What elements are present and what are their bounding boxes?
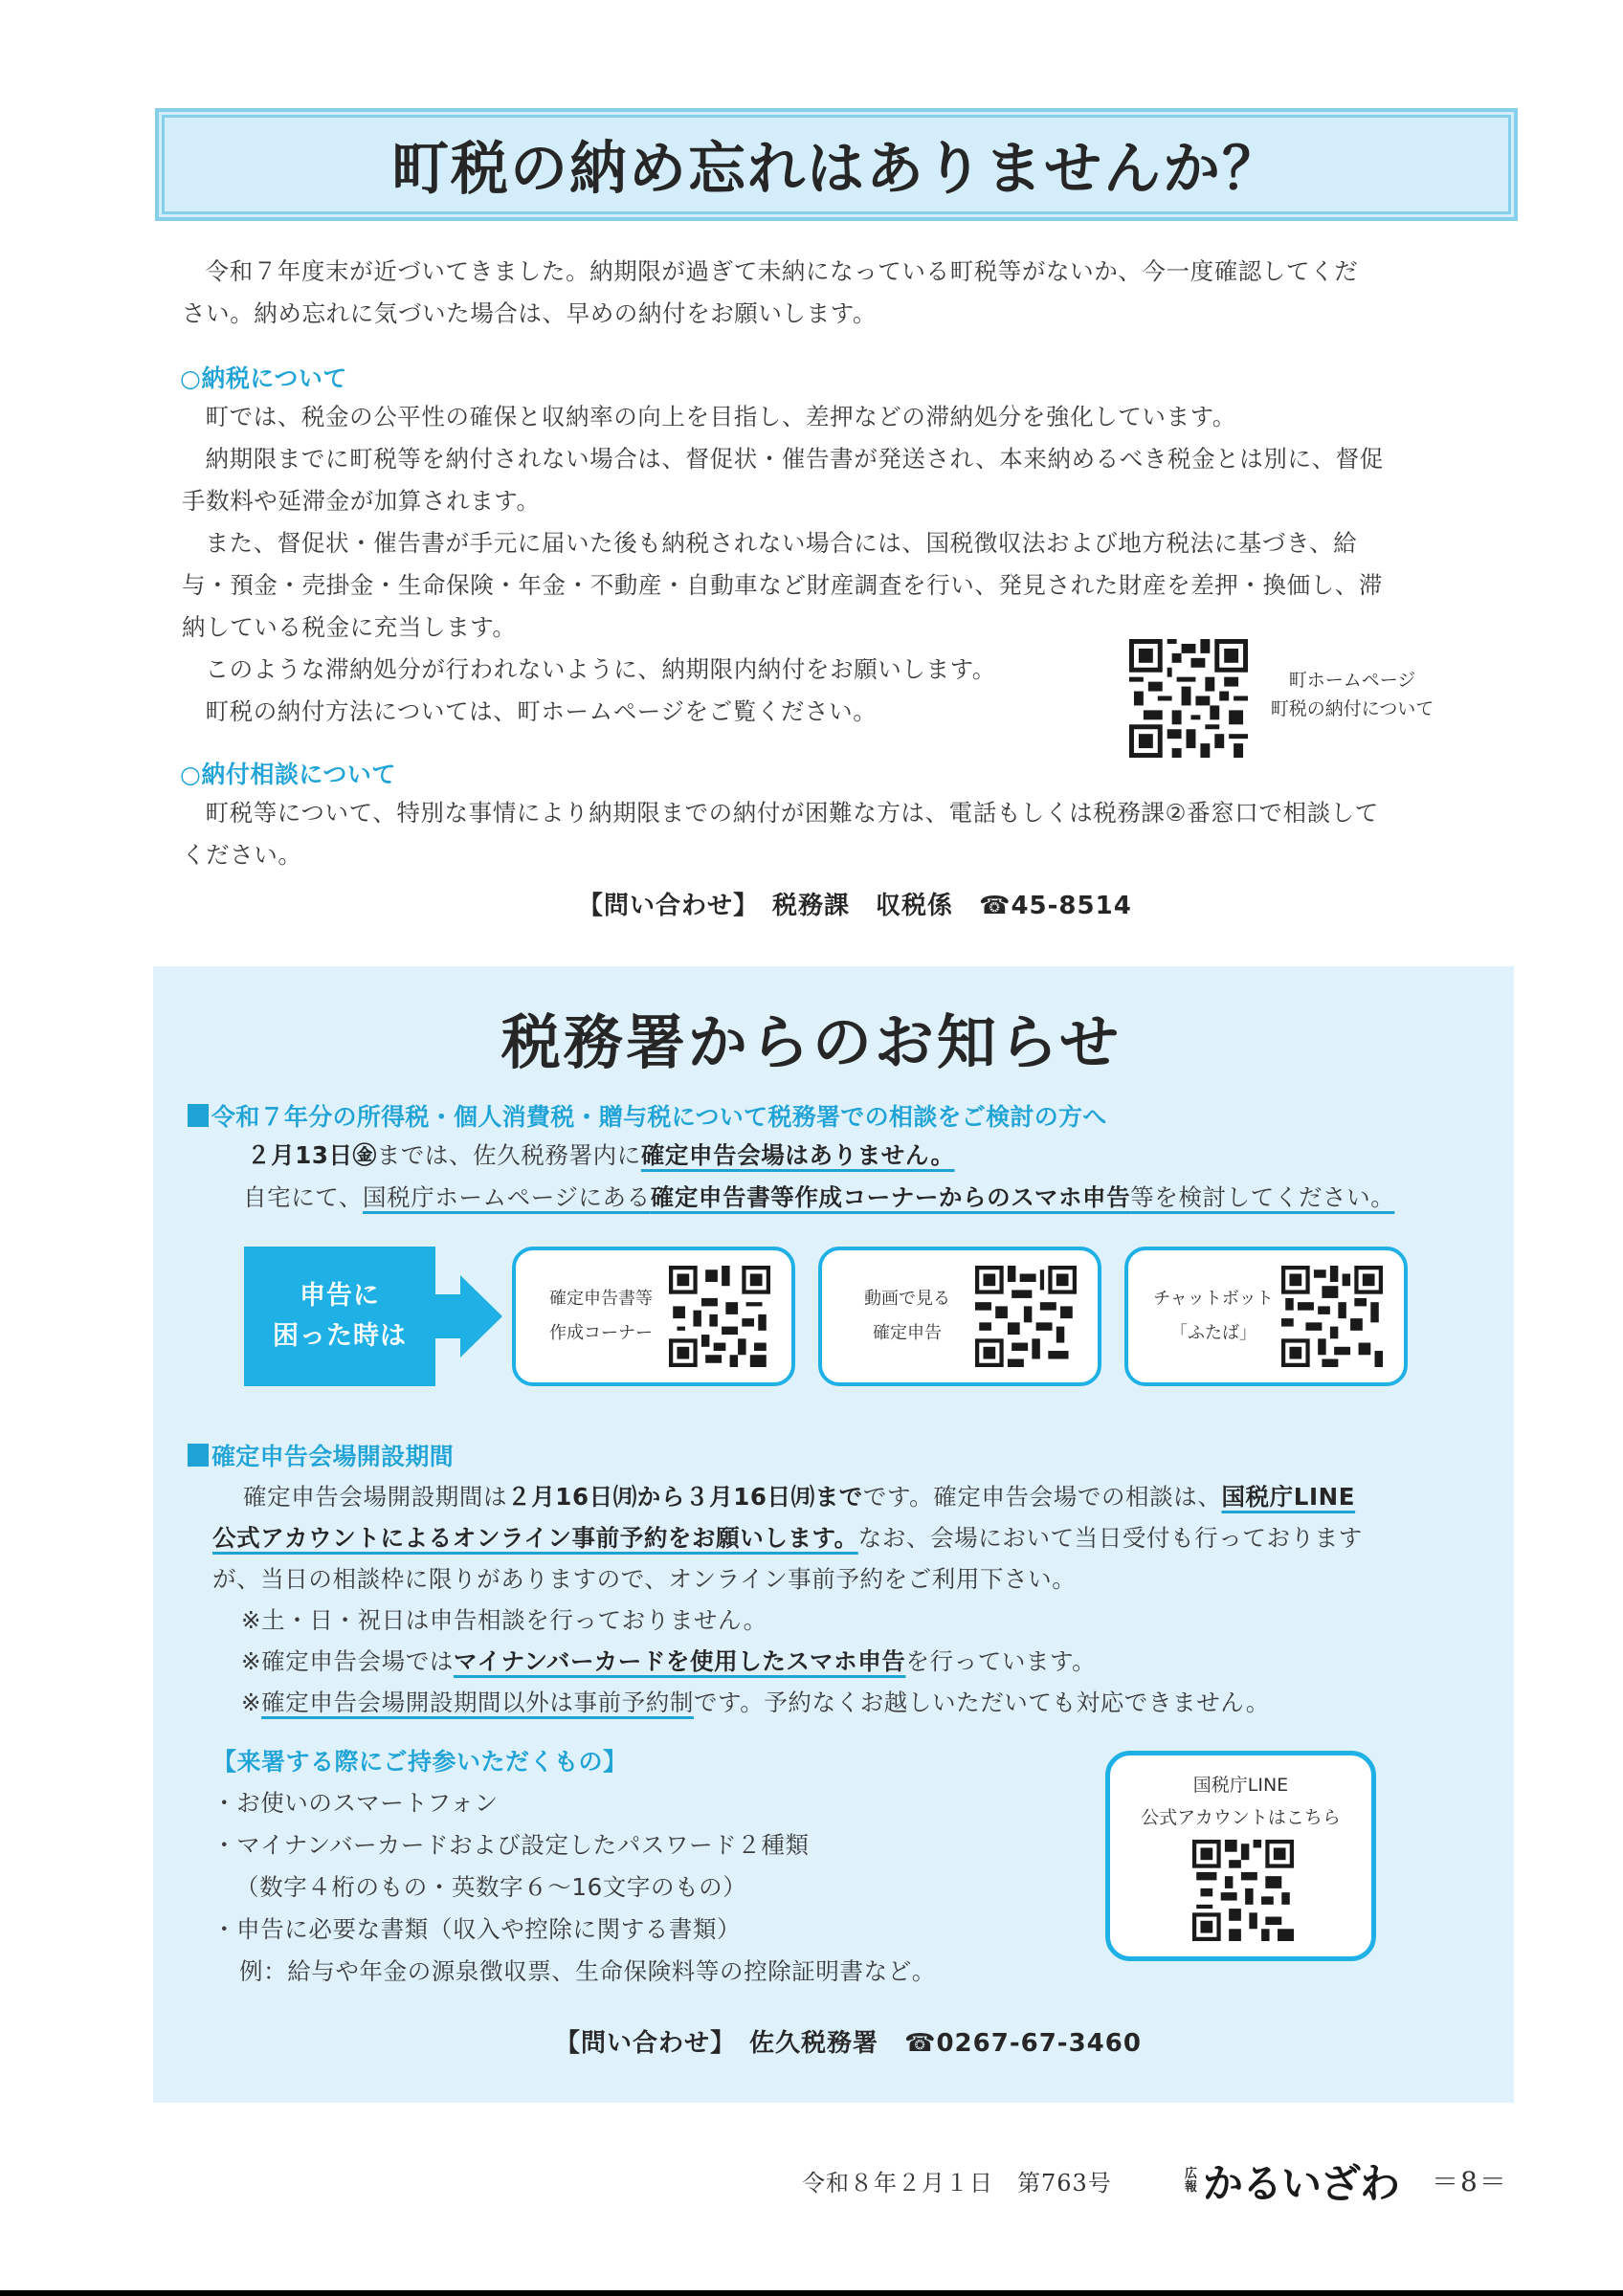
arrow-right-icon [435, 1275, 502, 1358]
help-label-line-1: 申告に [300, 1281, 380, 1311]
intro-line-2: さい。納め忘れに気づいた場合は、早めの納付をお願いします。 [182, 299, 877, 327]
tax-payment-heading: ○納税について [180, 364, 347, 392]
qr-card-video-guide[interactable]: 動画で見る 確定申告 [818, 1247, 1101, 1386]
contact-label: 【問い合わせ】 [578, 892, 747, 920]
period-line-1: 確定申告会場開設期間は２月16日㈪から３月16日㈪までです。確定申告会場での相談は、国税庁LINE [243, 1483, 1356, 1511]
qr-code-town-homepage[interactable] [1129, 639, 1248, 758]
bottom-rule [0, 2290, 1623, 2296]
online-reservation-link[interactable]: 公式アカウントによるオンライン事前予約をお願いします。 [212, 1524, 858, 1552]
venue-dates: ２月16日㈪から３月16日㈪まで [507, 1483, 863, 1511]
tax-line-6: 納している税金に充当します。 [182, 613, 517, 641]
contact-label: 【問い合わせ】 [555, 2029, 724, 2058]
contact-phone: 0267-67-3460 [936, 2029, 1142, 2058]
qr-caption-line-2: 町税の納付について [1270, 698, 1434, 719]
footer-logo [1185, 2152, 1399, 2210]
consult-block-heading-text: 令和７年分の所得税・個人消費税・贈与税について税務署での相談をご検討の方へ [211, 1103, 1107, 1131]
section2-contact [555, 2023, 1142, 2059]
tax-line-4: また、督促状・催告書が手元に届いた後も納税されない場合には、国税徴収法および地方税法に基づき、給 [205, 529, 1358, 557]
qr-code-icon [669, 1266, 770, 1367]
consult-line-2: ください。 [182, 841, 302, 869]
tax-line-2: 納期限までに町税等を納付されない場合は、督促状・催告書が発送され、本来納めるべき税金とは別に、督促 [205, 445, 1384, 473]
tax-line-5: 与・預金・売掛金・生命保険・年金・不動産・自動車など財産調査を行い、発見された財産を差押・換価し、滞 [182, 571, 1383, 599]
nta-line-account-card[interactable] [1105, 1751, 1376, 1961]
qr-caption-town [1261, 666, 1443, 723]
tax-line-3: 手数料や延滞金が加算されます。 [182, 487, 541, 515]
help-label-line-2: 困った時は [273, 1321, 407, 1351]
footer-date-issue: 令和８年２月１日 第763号 [802, 2170, 1112, 2197]
qr-code-icon [975, 1266, 1077, 1367]
consult-line-2: 自宅にて、国税庁ホームページにある確定申告書等作成コーナーからのスマホ申告等を検討してください。 [243, 1183, 1395, 1211]
consultation-body [182, 792, 1495, 876]
square-bullet-icon [188, 1104, 209, 1127]
phone-icon: ☎ [904, 2029, 937, 2058]
page-number: ＝8＝ [1432, 2166, 1508, 2197]
note-no-weekends: ※土・日・祝日は申告相談を行っておりません。 [241, 1606, 767, 1634]
intro-line-1: 令和７年度末が近づいてきました。納期限が過ぎて未納になっている町税等がないか、今一度確認してくだ [205, 257, 1359, 285]
tax-line-7: このような滞納処分が行われないように、納期限内納付をお願いします。 [205, 655, 996, 683]
bring-item-3-example: 例：給与や年金の源泉徴収票、生命保険料等の控除証明書など。 [239, 1957, 936, 1985]
period-line-2: 公式アカウントによるオンライン事前予約をお願いします。なお、会場において当日受付も行っております [212, 1524, 1363, 1552]
intro-paragraph [182, 251, 1495, 335]
no-venue-link: 確定申告会場はありません。 [640, 1141, 955, 1169]
period-line-3: が、当日の相談枠に限りがありますので、オンライン事前予約をご利用下さい。 [212, 1565, 1077, 1593]
tax-line-8: 町税の納付方法については、町ホームページをご覧ください。 [205, 697, 878, 725]
period-block-heading-text: 確定申告会場開設期間 [211, 1443, 455, 1470]
bring-item-2-detail: （数字４桁のもの・英数字６～16文字のもの） [235, 1873, 747, 1901]
bring-items-heading: 【来署する際にご持参いただくもの】 [212, 1748, 628, 1776]
section1-title-box [155, 108, 1518, 221]
qr-code-icon [1281, 1266, 1383, 1367]
nta-line-link[interactable]: 国税庁LINE [1221, 1483, 1356, 1511]
bring-item-2: ・マイナンバーカードおよび設定したパスワード２種類 [212, 1831, 810, 1859]
line-card-line-1: 国税庁LINE [1192, 1775, 1289, 1796]
logo-prefix: 広報 [1185, 2167, 1198, 2195]
qr-card-chatbot-futaba[interactable]: チャットボット 「ふたば」 [1124, 1247, 1408, 1386]
section1-title: 町税の納め忘れはありませんか？ [391, 136, 1281, 203]
line-card-line-2: 公式アカウントはこちら [1141, 1807, 1341, 1828]
tax-line-1: 町では、税金の公平性の確保と収納率の向上を目指し、差押などの滞納処分を強化しています。 [205, 403, 1236, 430]
consult-block-heading [188, 1098, 1107, 1133]
note-smartphone-filing: ※確定申告会場ではマイナンバーカードを使用したスマホ申告を行っています。 [241, 1647, 1097, 1675]
section1-contact [578, 886, 1132, 921]
contact-phone: 45-8514 [1011, 892, 1132, 920]
section2-title: 税務署からのお知らせ [500, 1007, 1123, 1077]
qr-caption-line-1: 町ホームページ [1288, 670, 1416, 691]
note-reservation-required: ※確定申告会場開設期間以外は事前予約制です。予約なくお越しいただいても対応できません。 [241, 1689, 1270, 1716]
bring-item-3: ・申告に必要な書類（収入や控除に関する書類） [212, 1915, 742, 1943]
consultation-heading: ○納付相談について [180, 761, 396, 788]
bring-item-1: ・お使いのスマートフォン [212, 1789, 499, 1817]
nta-homepage-link[interactable]: 国税庁ホームページにある [363, 1183, 651, 1211]
qr-code-icon [1192, 1840, 1294, 1941]
contact-department: 税務課 収税係 [772, 892, 954, 920]
qr-card-e-filing-corner[interactable]: 確定申告書等 作成コーナー [512, 1247, 795, 1386]
period-block-heading [188, 1438, 454, 1472]
consult-line-1: ２月13日㊎までは、佐久税務署内に確定申告会場はありません。 [247, 1141, 955, 1169]
phone-icon: ☎ [979, 892, 1012, 920]
square-bullet-icon [188, 1444, 209, 1467]
help-label-box [244, 1247, 435, 1386]
consult-line-1: 町税等について、特別な事情により納期限までの納付が困難な方は、電話もしくは税務課②番窓口で相談して [205, 799, 1379, 827]
logo-name: かるいざわ [1203, 2160, 1400, 2207]
e-filing-corner-link[interactable]: 確定申告書等作成コーナーからのスマホ申告 [650, 1183, 1131, 1211]
contact-office: 佐久税務署 [749, 2029, 879, 2058]
